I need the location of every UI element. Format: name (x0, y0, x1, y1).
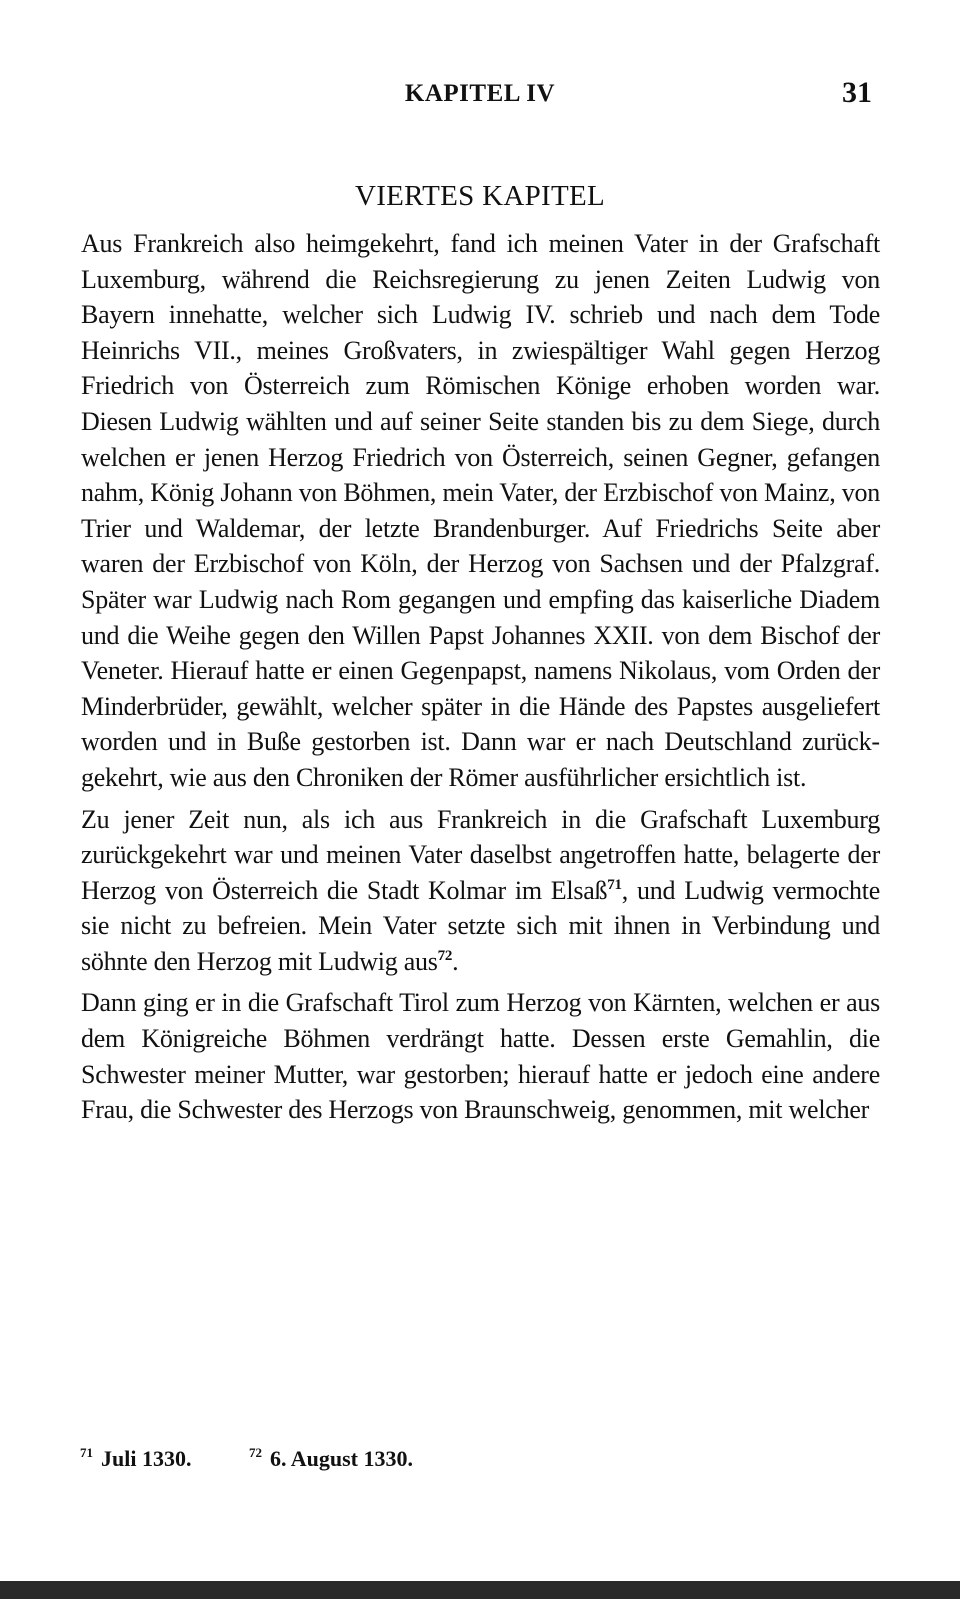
paragraph-2-part-b: , und Ludwig vermochte sie nicht zu befreien. Mein Vater setzte sich mit ihnen in Verbindung und söhnte den Herzog mit Ludwig aus (81, 875, 881, 976)
paragraph-2 (81, 802, 880, 980)
paragraph-3: Dann ging er in die Grafschaft Tirol zum Herzog von Kärnten, welchen er aus dem Königreiche Böhmen verdrängt hatte. Dessen erste Gemahlin, die Schwester meiner Mutter, war gestorben; hierauf hatte er jedoch eine andere Frau, die Schwester des Herzogs von Braunschweig, genommen, mit welcher (81, 988, 880, 1125)
paragraph-1: Aus Frankreich also heimgekehrt, fand ich meinen Vater in der Grafschaft Luxemburg, während die Reichsregierung zu jenen Zeiten Ludwig von Bayern innehatte, welcher sich Ludwig IV. schrieb und nach dem Tode Heinrichs VII., meines Großvaters, in zwiespältiger Wahl gegen Herzog Friedrich von Österreich zum Römischen Könige erhoben worden war. Diesen Ludwig wählten und auf seiner Seite standen bis zu dem Siege, durch welchen er jenen Herzog Friedrich von Österreich, seinen Gegner, gefangen nahm, König Johann von Böhmen, mein Vater, der Erzbischof von Mainz, von Trier und Waldemar, der letzte Brandenburger. Auf Friedrichs Seite aber waren der Erzbischof von Köln, der Herzog von Sachsen und der Pfalzgraf. Später war Ludwig nach Rom gegangen und empfing das kaiserliche Diadem und die Weihe gegen den Willen Papst Johannes XXII. von dem Bischof der Veneter. Hierauf hatte er einen Gegenpapst, namens Nikolaus, vom Orden der Minderbrüder, gewählt, welcher später in die Hände des Papstes ausgeliefert worden und in Buße gestorben ist. Dann war er nach Deutschland zurückgekehrt, wie aus den Chroniken der Römer ausführlicher ersichtlich ist. (81, 229, 880, 792)
footnote-72 (249, 1446, 413, 1472)
scan-bottom-edge (0, 1581, 960, 1599)
footnote-text: 6. August 1330. (269, 1446, 414, 1471)
running-head (80, 76, 880, 116)
footnote-mark: 72 (248, 1445, 262, 1460)
paragraph-2-part-c: . (452, 946, 459, 976)
chapter-title: VIERTES KAPITEL (354, 180, 606, 212)
footnote-71 (80, 1446, 191, 1472)
footnote-ref-72: 72 (437, 947, 453, 964)
footnotes (80, 1446, 880, 1472)
footnote-ref-71: 71 (607, 876, 622, 893)
page-number: 31 (842, 76, 872, 109)
body-text (81, 226, 880, 1134)
footnote-text: Juli 1330. (101, 1446, 192, 1471)
footnote-mark: 71 (80, 1445, 93, 1460)
running-title: KAPITEL IV (404, 80, 556, 107)
paragraph-2-part-a: Zu jener Zeit nun, als ich aus Frankreich in die Grafschaft Luxemburg zurückgekehrt war und meinen Vater daselbst angetroffen hatte, belagerte der Herzog von Österreich die Stadt Kolmar im Elsaß (81, 804, 880, 905)
